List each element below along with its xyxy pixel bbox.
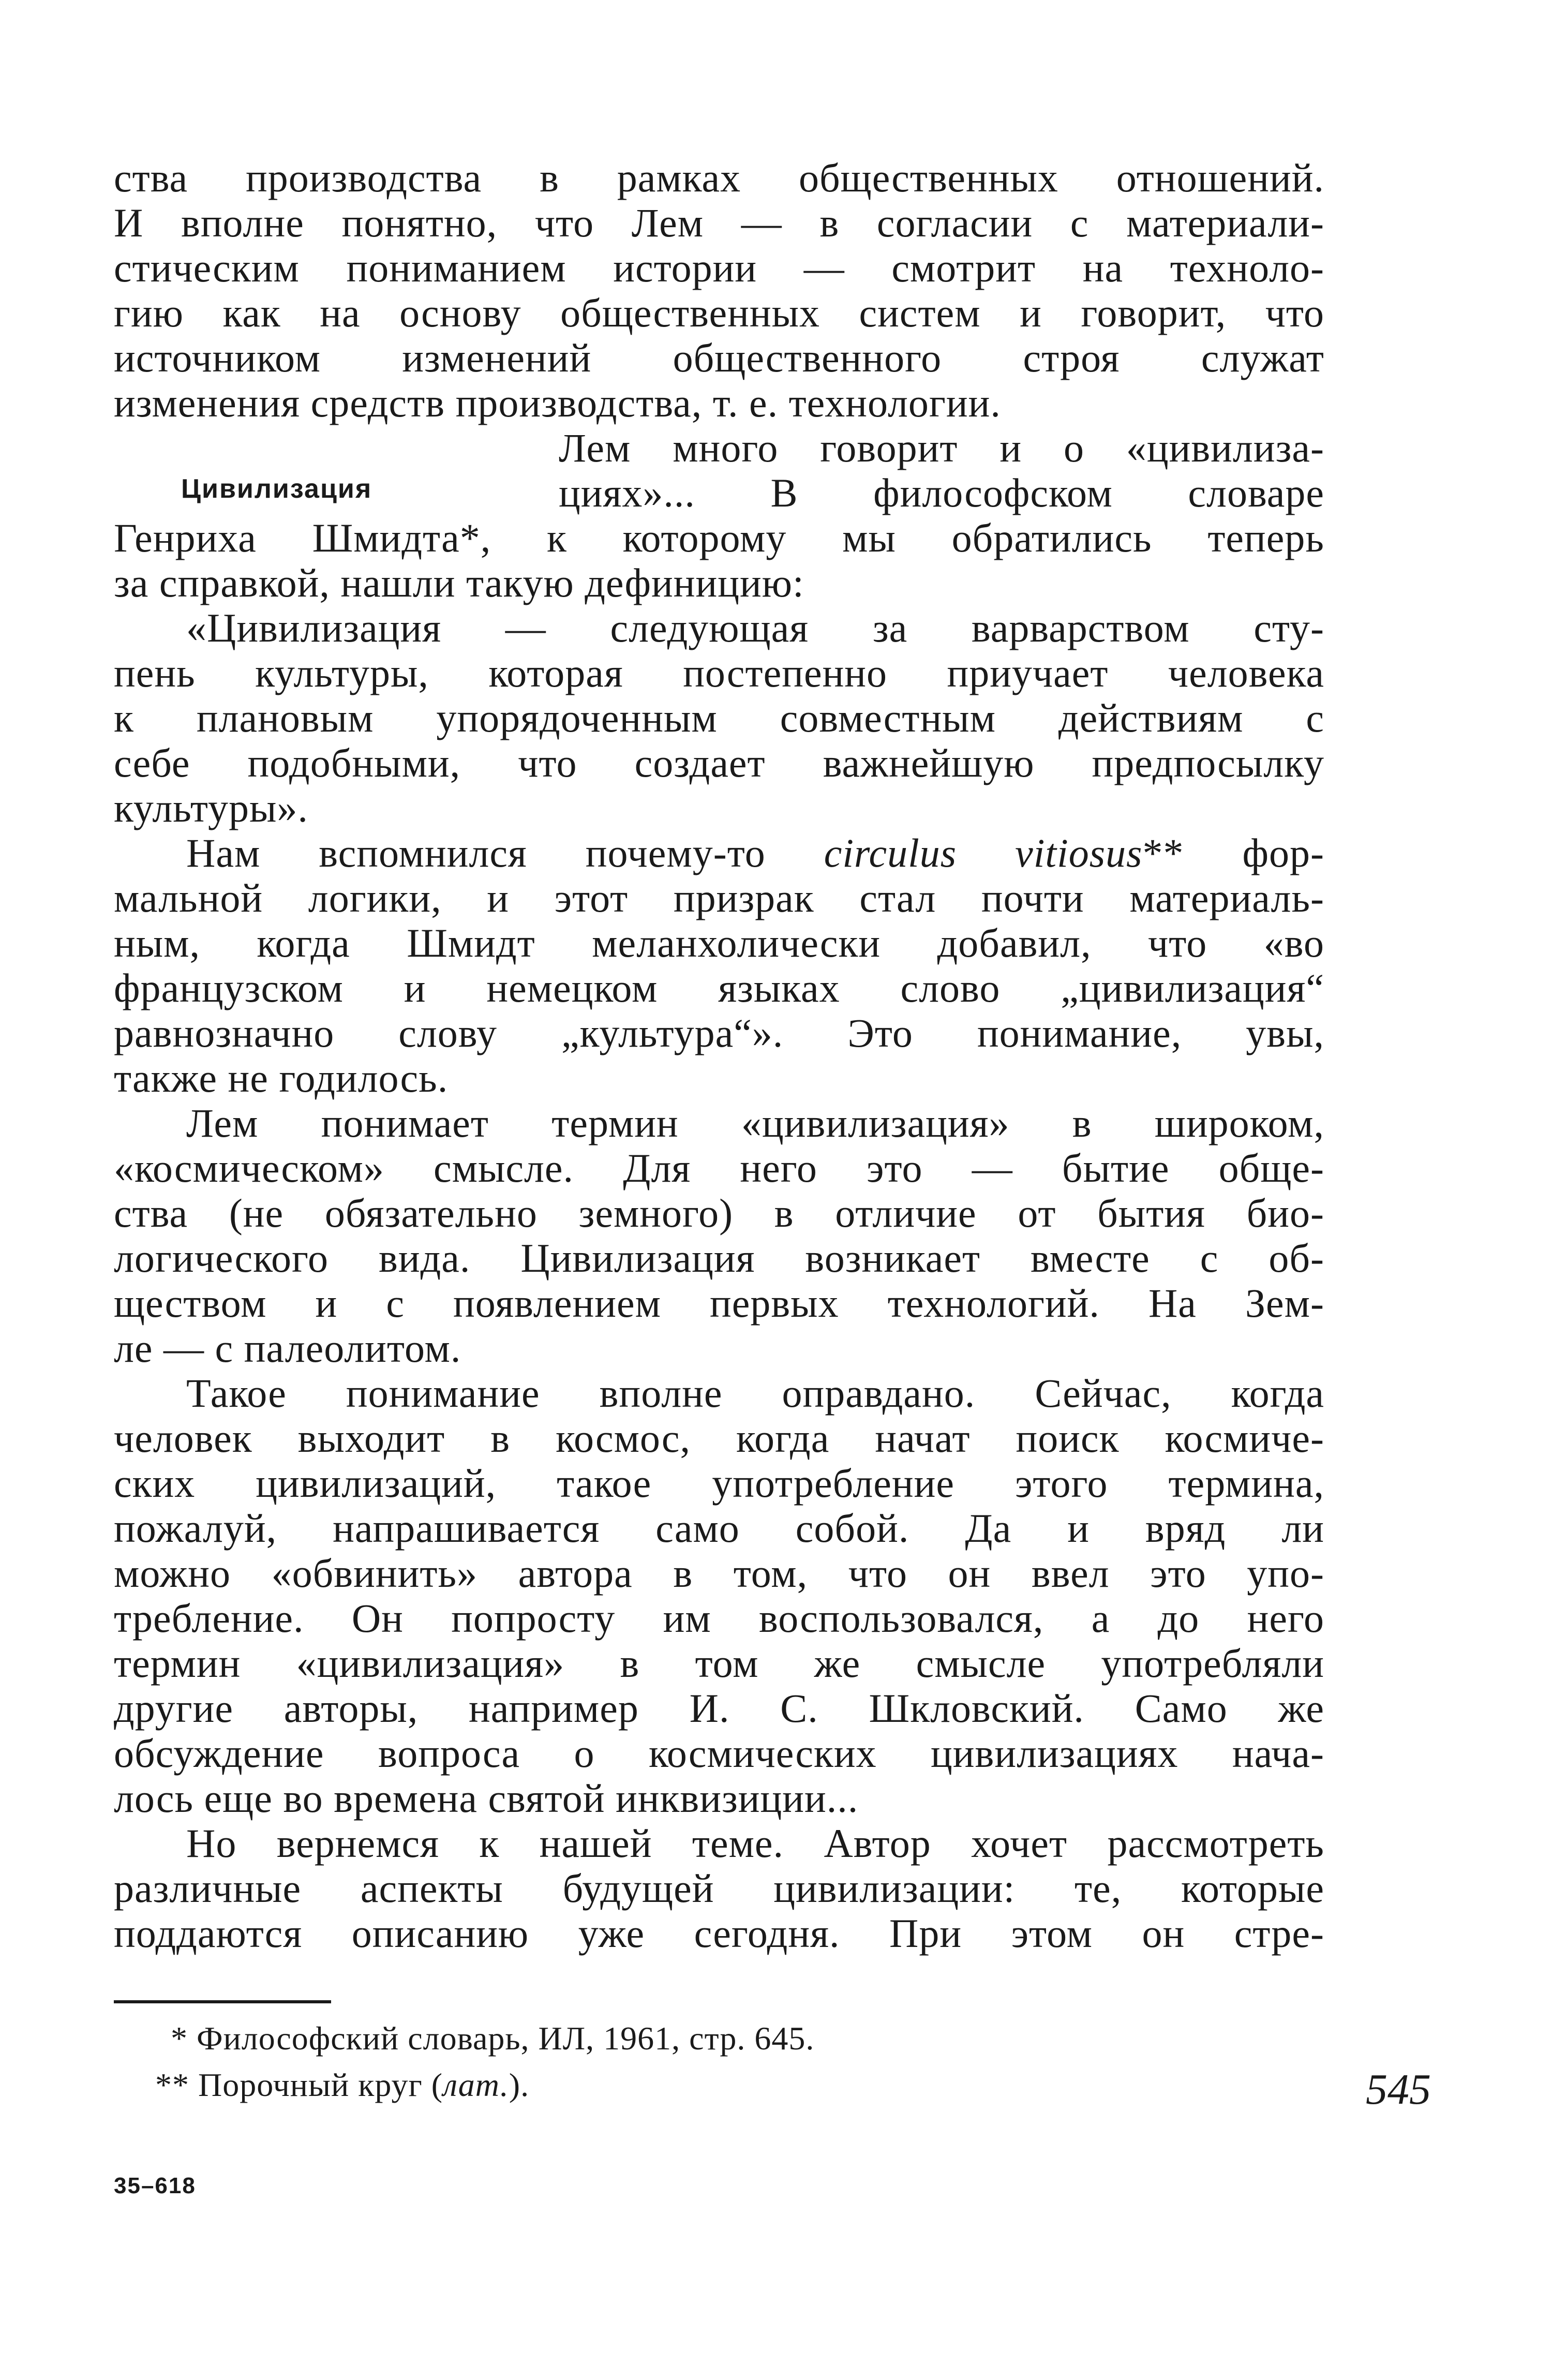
text-line: источником изменений общественного строя служат xyxy=(114,335,1324,380)
text-line: требление. Он попросту им воспользовался, а до него xyxy=(114,1596,1324,1641)
text-line: пень культуры, которая постепенно приучает человека xyxy=(114,650,1324,695)
text-line: «Цивилизация — следующая за варварством сту- xyxy=(186,605,1324,650)
text-line: ства производства в рамках общественных отношений. xyxy=(114,155,1324,200)
text-line: различные аспекты будущей цивилизации: те, которые xyxy=(114,1866,1324,1911)
text-line: равнозначно слову „культура“». Это понимание, увы, xyxy=(114,1010,1324,1055)
text-line: культуры». xyxy=(114,785,308,830)
text-line: изменения средств производства, т. е. технологии. xyxy=(114,380,1001,425)
text-line: Такое понимание вполне оправдано. Сейчас, когда xyxy=(186,1371,1324,1416)
text-line: ществом и с появлением первых технологий. На Зем- xyxy=(114,1281,1324,1326)
marginal-heading: Цивилизация xyxy=(181,474,372,504)
text-line: французском и немецком языках слово „цивилизация“ xyxy=(114,965,1324,1010)
text-line: лось еще во времена святой инквизиции... xyxy=(114,1776,859,1821)
text-line: циях»... В философском словаре xyxy=(559,470,1324,515)
text-line: можно «обвинить» автора в том, что он ввел это упо- xyxy=(114,1551,1324,1596)
text-line: также не годилось. xyxy=(114,1055,449,1100)
text-line: ле — с палеолитом. xyxy=(114,1326,461,1371)
text-line: мальной логики, и этот призрак стал почти материаль- xyxy=(114,875,1324,920)
text-line: поддаются описанию уже сегодня. При этом он стре- xyxy=(114,1911,1324,1956)
text-line: «космическом» смысле. Для него это — бытие обще- xyxy=(114,1146,1324,1191)
text-line: себе подобными, что создает важнейшую предпосылку xyxy=(114,740,1324,785)
text-line: другие авторы, например И. С. Шкловский. Само же xyxy=(114,1686,1324,1731)
footnote-divider xyxy=(114,2000,331,2003)
page-number: 545 xyxy=(1366,2065,1431,2114)
text-line: ным, когда Шмидт меланхолически добавил, что «во xyxy=(114,920,1324,965)
footnote-2: ** Порочный круг (лат.). xyxy=(155,2066,530,2103)
text-line: Лем много говорит и о «цивилиза- xyxy=(559,425,1324,470)
text-line: термин «цивилизация» в том же смысле употребляли xyxy=(114,1641,1324,1686)
footnote-1: * Философский словарь, ИЛ, 1961, стр. 645. xyxy=(171,2020,815,2057)
text-line: обсуждение вопроса о космических цивилизациях нача- xyxy=(114,1731,1324,1776)
text-line: ских цивилизаций, такое употребление этого термина, xyxy=(114,1461,1324,1506)
text-line: Генриха Шмидта*, к которому мы обратились теперь xyxy=(114,515,1324,560)
body-text xyxy=(114,155,1324,1956)
text-line: гию как на основу общественных систем и говорит, что xyxy=(114,290,1324,335)
text-line: за справкой, нашли такую дефиницию: xyxy=(114,560,804,605)
printer-signature: 35–618 xyxy=(114,2173,196,2198)
text-line: логического вида. Цивилизация возникает вместе с об- xyxy=(114,1236,1324,1281)
text-line: Лем понимает термин «цивилизация» в широком, xyxy=(186,1100,1324,1146)
text-line: стическим пониманием истории — смотрит на техноло- xyxy=(114,245,1324,290)
text-line: пожалуй, напрашивается само собой. Да и вряд ли xyxy=(114,1506,1324,1551)
text-line: И вполне понятно, что Лем — в согласии с материали- xyxy=(114,200,1324,245)
text-line: к плановым упорядоченным совместным действиям с xyxy=(114,695,1324,740)
text-line: человек выходит в космос, когда начат поиск космиче- xyxy=(114,1416,1324,1461)
text-line: ства (не обязательно земного) в отличие от бытия био- xyxy=(114,1191,1324,1236)
text-line: Но вернемся к нашей теме. Автор хочет рассмотреть xyxy=(186,1821,1324,1866)
text-line: Нам вспомнился почему-то circulus vitiosus** фор- xyxy=(186,830,1324,875)
